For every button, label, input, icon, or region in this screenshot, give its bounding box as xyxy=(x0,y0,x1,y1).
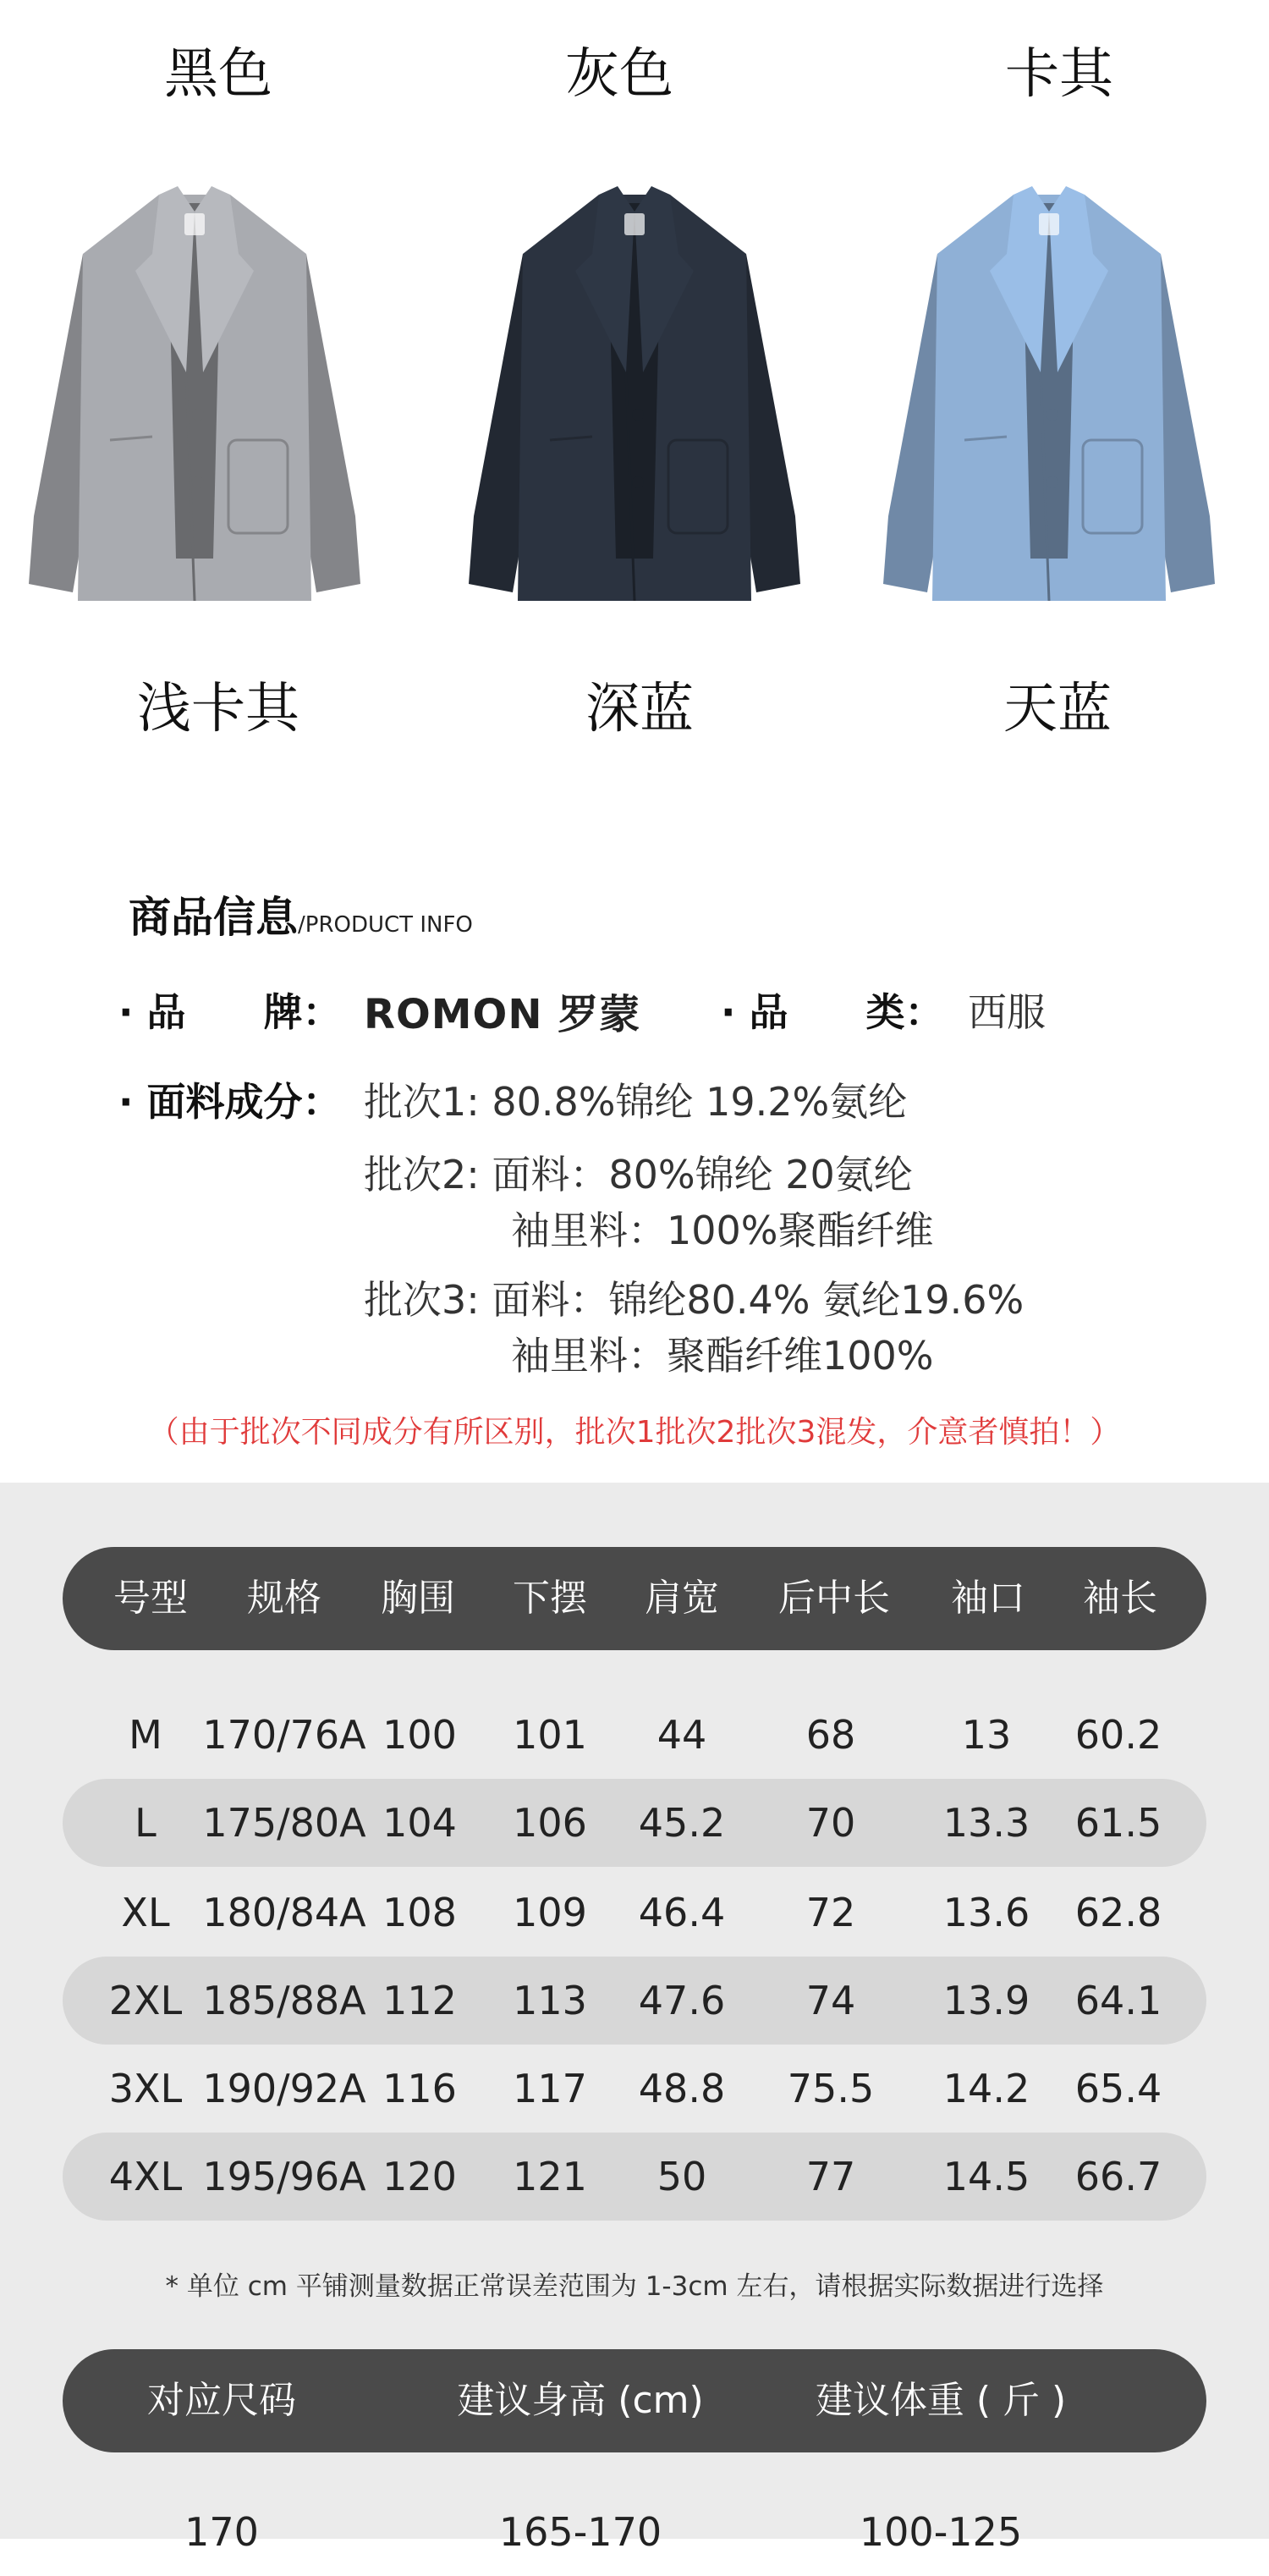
neck-label xyxy=(184,213,205,235)
size-value-cell: 112 xyxy=(382,1978,457,2023)
size-value-cell: 65.4 xyxy=(1074,2066,1162,2111)
product-info-title xyxy=(129,883,473,944)
recommend-height-cell: 165-170 xyxy=(498,2509,662,2555)
color-label-gray: 灰色 xyxy=(565,43,673,106)
batch-note: （由于批次不同成分有所区别，批次1批次2批次3混发，介意者慎拍！） xyxy=(148,1415,1121,1450)
header-cell: 后中长 xyxy=(778,1577,890,1620)
header-cell: 号型 xyxy=(113,1577,188,1620)
fabric-line-4: 批次3: 面料：锦纶80.4% 氨纶19.6% xyxy=(364,1277,1025,1323)
size-value-cell: 45.2 xyxy=(638,1800,726,1846)
size-value-cell: 48.8 xyxy=(638,2066,726,2111)
size-value-cell: 106 xyxy=(513,1800,587,1846)
size-label-cell: 4XL xyxy=(108,2154,183,2199)
size-value-cell: 13 xyxy=(961,1712,1012,1758)
size-label-cell: XL xyxy=(121,1890,170,1935)
size-value-cell: 13.3 xyxy=(942,1800,1030,1846)
size-footnote: * 单位 cm 平铺测量数据正常误差范围为 1-3cm 左右，请根据实际数据进行选择 xyxy=(165,2271,1104,2302)
button xyxy=(192,409,204,421)
size-value-cell: 101 xyxy=(513,1712,587,1758)
size-value-cell: 44 xyxy=(656,1712,707,1758)
fabric-line-2: 批次2: 面料：80%锦纶 20氨纶 xyxy=(364,1152,913,1197)
size-value-cell: 74 xyxy=(805,1978,856,2023)
size-label-cell: M xyxy=(129,1712,162,1758)
color-label-sky-blue: 天蓝 xyxy=(1003,678,1112,740)
size-value-cell: 121 xyxy=(513,2154,587,2199)
header-cell: 建议体重 ( 斤 ) xyxy=(815,2379,1067,2422)
fabric-key: · 面料成分： xyxy=(118,1079,342,1125)
size-value-cell: 120 xyxy=(382,2154,457,2199)
size-value-cell: 61.5 xyxy=(1074,1800,1162,1846)
size-value-cell: 109 xyxy=(513,1890,587,1935)
color-label-light-khaki: 浅卡其 xyxy=(137,678,299,740)
size-value-cell: 170/76A xyxy=(202,1712,366,1758)
header-cell: 胸围 xyxy=(381,1577,455,1620)
recommend-size-cell: 170 xyxy=(184,2509,259,2555)
size-value-cell: 13.6 xyxy=(942,1890,1030,1935)
header-cell: 规格 xyxy=(247,1577,321,1620)
recommend-weight-cell: 100-125 xyxy=(859,2509,1023,2555)
size-value-cell: 70 xyxy=(805,1800,856,1846)
size-label-cell: 2XL xyxy=(108,1978,183,2023)
size-value-cell: 113 xyxy=(513,1978,587,2023)
fabric-line-1: 批次1: 80.8%锦纶 19.2%氨纶 xyxy=(364,1079,908,1125)
neck-label xyxy=(624,213,645,235)
size-value-cell: 195/96A xyxy=(202,2154,366,2199)
neck-label xyxy=(1039,213,1059,235)
size-table-header xyxy=(63,1547,1206,1650)
size-label-cell: 3XL xyxy=(108,2066,183,2111)
button xyxy=(632,476,644,488)
size-value-cell: 62.8 xyxy=(1074,1890,1162,1935)
color-label-khaki: 卡其 xyxy=(1005,43,1113,106)
header-cell: 对应尺码 xyxy=(147,2379,296,2422)
size-value-cell: 175/80A xyxy=(202,1800,366,1846)
header-cell: 袖长 xyxy=(1083,1577,1157,1620)
size-value-cell: 180/84A xyxy=(202,1890,366,1935)
size-value-cell: 75.5 xyxy=(787,2066,875,2111)
size-value-cell: 14.5 xyxy=(942,2154,1030,2199)
size-value-cell: 46.4 xyxy=(638,1890,726,1935)
recommend-table-header xyxy=(63,2349,1206,2452)
category-value: 西服 xyxy=(968,989,1046,1035)
jacket-image-navy xyxy=(457,161,812,618)
size-value-cell: 68 xyxy=(805,1712,856,1758)
size-value-cell: 47.6 xyxy=(638,1978,726,2023)
category-key: · 品 类： xyxy=(721,989,944,1035)
product-info-title-en: /PRODUCT INFO xyxy=(298,912,473,938)
size-value-cell: 66.7 xyxy=(1074,2154,1162,2199)
size-value-cell: 116 xyxy=(382,2066,457,2111)
size-label-cell: L xyxy=(135,1800,157,1846)
button xyxy=(1047,409,1058,421)
brand-value: ROMON 罗蒙 xyxy=(364,991,641,1038)
size-value-cell: 117 xyxy=(513,2066,587,2111)
size-value-cell: 50 xyxy=(656,2154,707,2199)
header-cell: 建议身高 (cm) xyxy=(457,2379,704,2422)
product-info-title-cn: 商品信息 xyxy=(129,893,298,942)
jacket-image-gray xyxy=(17,161,372,618)
size-value-cell: 100 xyxy=(382,1712,457,1758)
button xyxy=(632,409,644,421)
size-value-cell: 77 xyxy=(805,2154,856,2199)
size-value-cell: 108 xyxy=(382,1890,457,1935)
button xyxy=(1047,476,1058,488)
button xyxy=(192,476,204,488)
brand-key: · 品 牌： xyxy=(118,989,342,1035)
header-cell: 袖口 xyxy=(951,1577,1025,1620)
fabric-line-5: 袖里料：聚酯纤维100% xyxy=(511,1333,934,1379)
jacket-image-skyblue xyxy=(871,161,1227,618)
size-value-cell: 185/88A xyxy=(202,1978,366,2023)
size-value-cell: 14.2 xyxy=(942,2066,1030,2111)
color-label-dark-blue: 深蓝 xyxy=(585,678,694,740)
size-value-cell: 64.1 xyxy=(1074,1978,1162,2023)
fabric-line-3: 袖里料：100%聚酯纤维 xyxy=(511,1208,934,1253)
size-value-cell: 104 xyxy=(382,1800,457,1846)
size-value-cell: 60.2 xyxy=(1074,1712,1162,1758)
header-cell: 肩宽 xyxy=(645,1577,719,1620)
header-cell: 下摆 xyxy=(513,1577,587,1620)
size-value-cell: 190/92A xyxy=(202,2066,366,2111)
size-value-cell: 72 xyxy=(805,1890,856,1935)
size-value-cell: 13.9 xyxy=(942,1978,1030,2023)
color-label-black: 黑色 xyxy=(164,43,272,106)
